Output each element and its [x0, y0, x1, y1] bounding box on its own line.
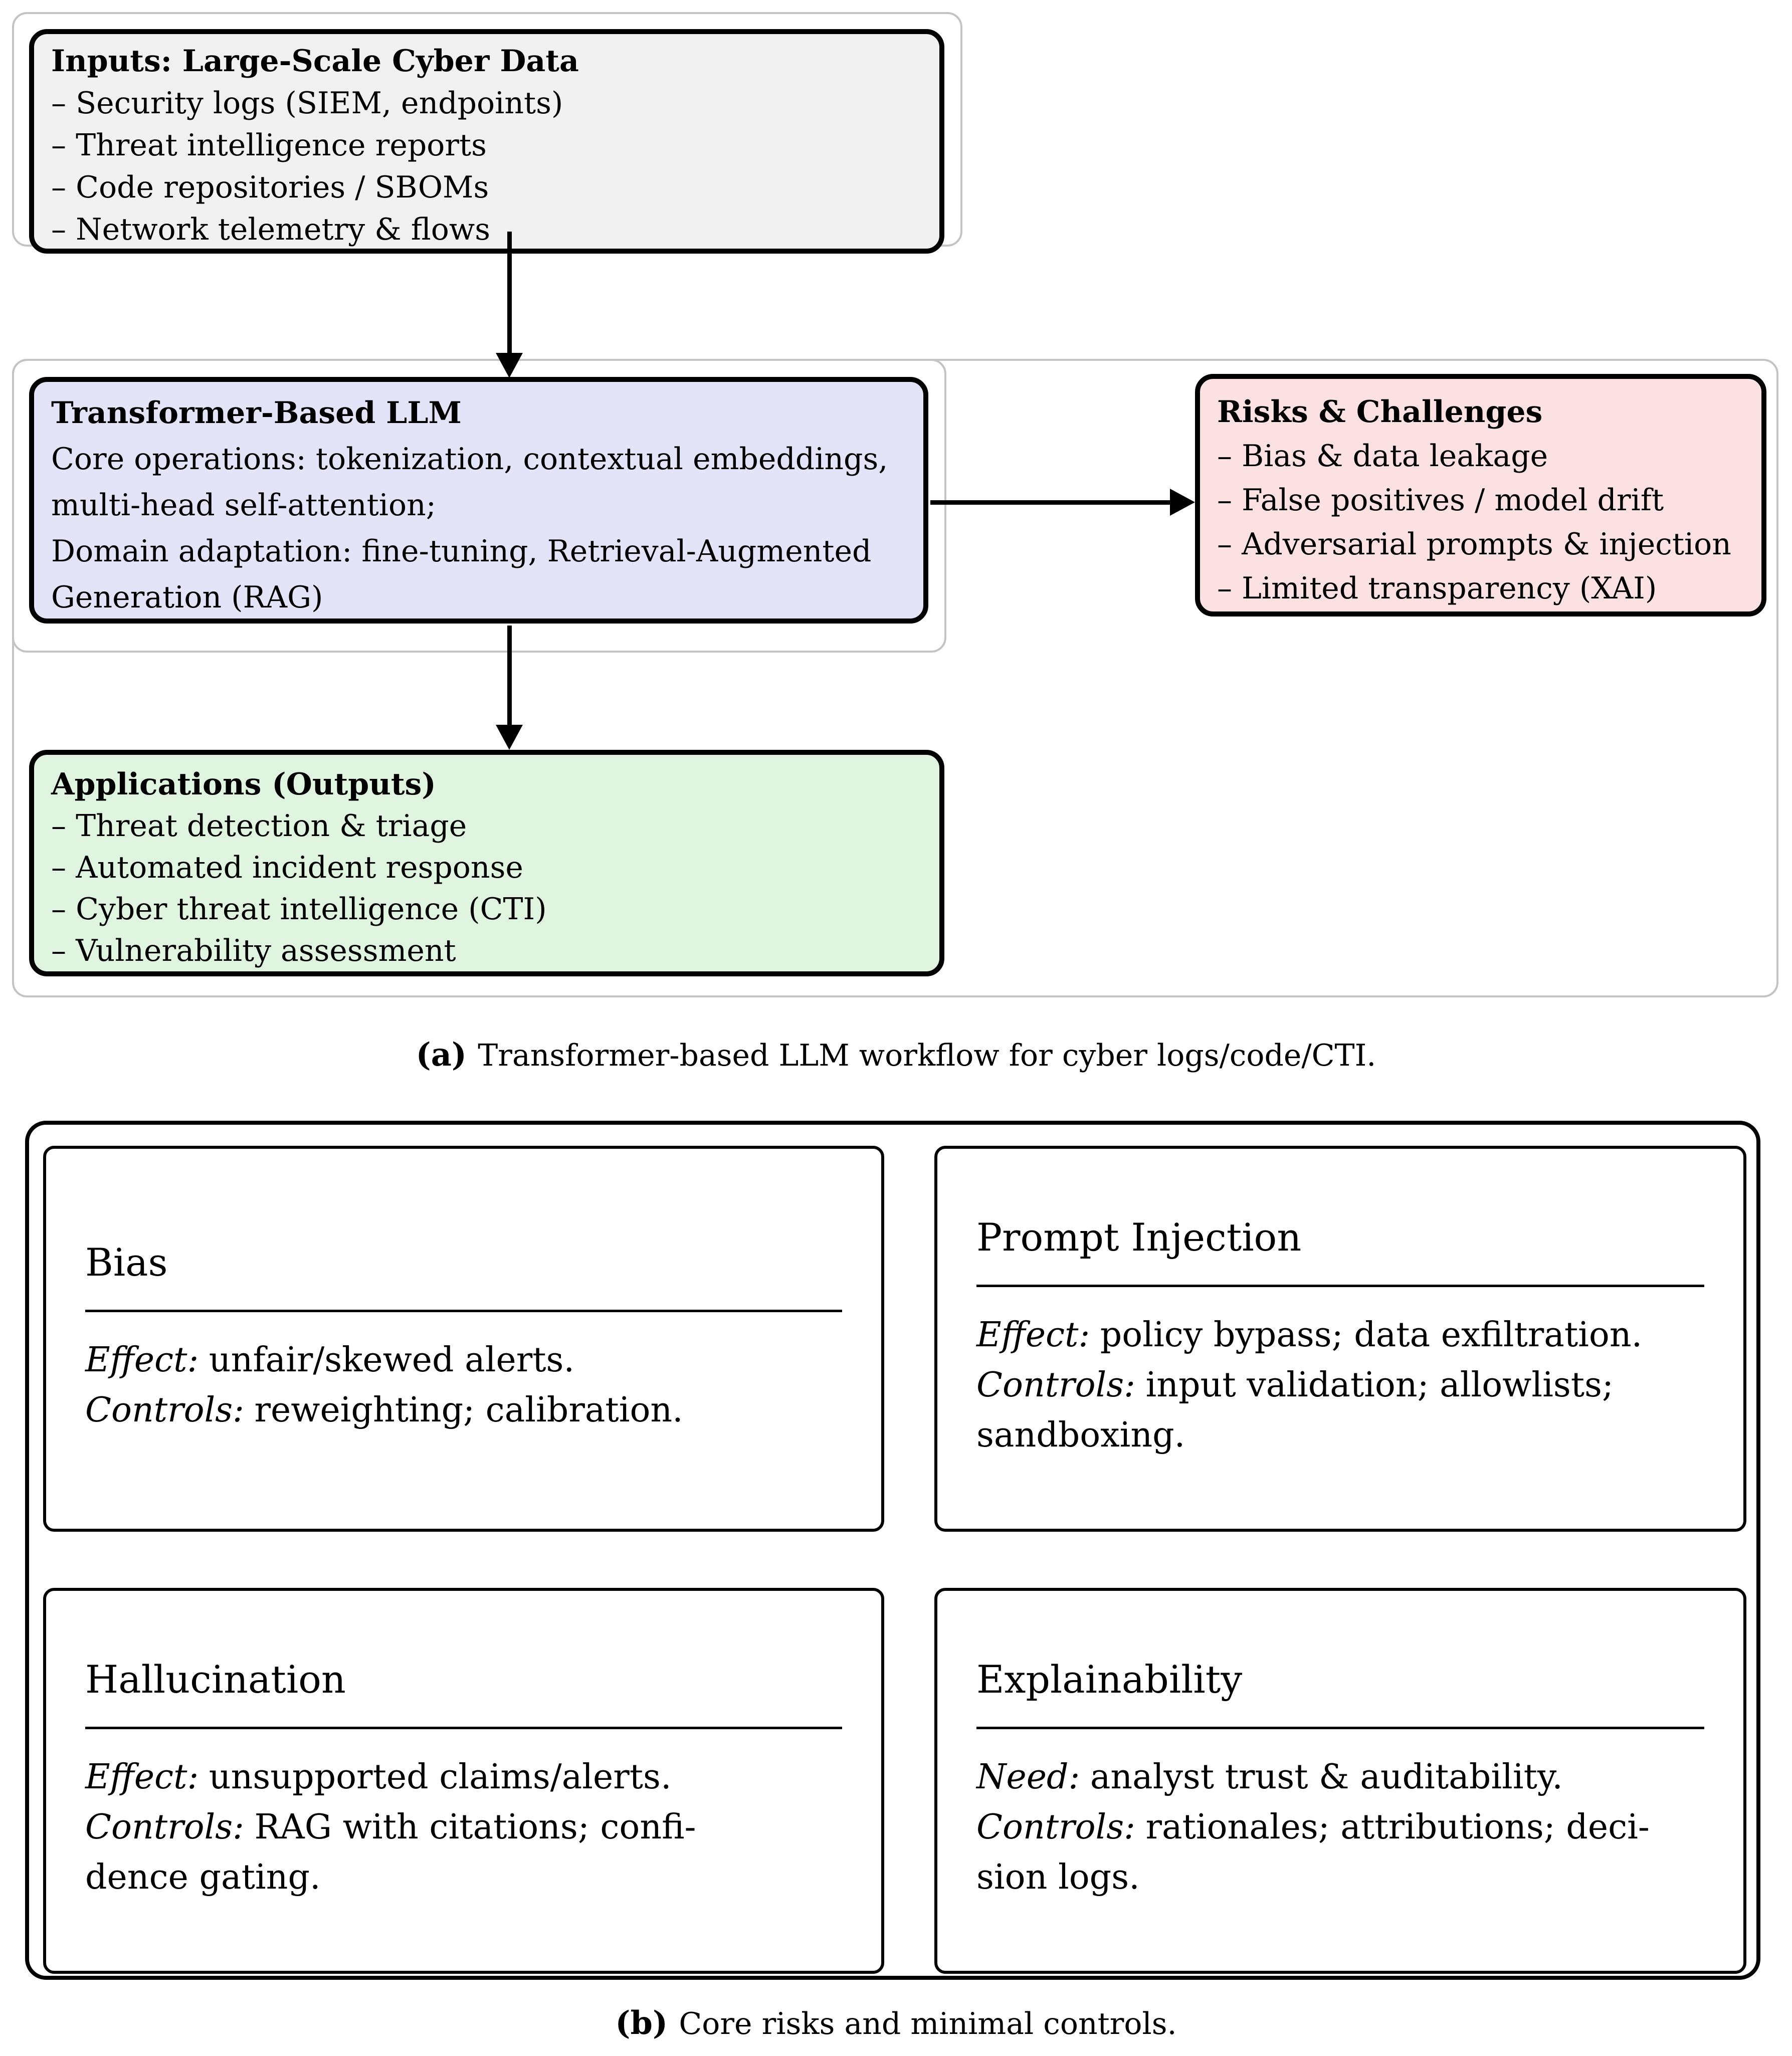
- arrow-right-icon: [1170, 489, 1195, 516]
- list-item: – Automated incident response: [51, 850, 523, 885]
- controls-text-continued: sandboxing.: [976, 1415, 1185, 1455]
- llm-box-line: Generation (RAG): [51, 580, 323, 615]
- hallucination-card-title: Hallucination: [85, 1657, 346, 1702]
- applications-box-title: Applications (Outputs): [51, 767, 436, 802]
- card-line: [85, 1335, 842, 1385]
- risks-box-title: Risks & Challenges: [1217, 394, 1543, 430]
- controls-text-continued: sion logs.: [976, 1857, 1140, 1897]
- bias-card-title: Bias: [85, 1240, 168, 1285]
- effect-text: policy bypass; data exfiltration.: [1100, 1315, 1643, 1355]
- divider: [85, 1727, 842, 1729]
- controls-text: input validation; allowlists;: [1145, 1365, 1614, 1405]
- controls-text: RAG with citations; confi-: [254, 1807, 696, 1847]
- card-line: [85, 1385, 842, 1435]
- list-item: – Bias & data leakage: [1217, 439, 1548, 474]
- explainability-card: [934, 1588, 1746, 1974]
- caption-a-label: (a): [416, 1036, 467, 1073]
- llm-box-line: Core operations: tokenization, contextual embeddings,: [51, 442, 888, 477]
- arrow-shaft: [930, 500, 1172, 505]
- arrow-shaft: [507, 626, 512, 727]
- list-item: – Cyber threat intelligence (CTI): [51, 892, 547, 927]
- list-item: – Threat detection & triage: [51, 808, 467, 844]
- card-line: [976, 1410, 1704, 1461]
- llm-box: [29, 377, 928, 624]
- applications-box: [29, 750, 944, 976]
- list-item: – Network telemetry & flows: [51, 212, 491, 247]
- caption-a-text: Transformer-based LLM workflow for cyber logs/code/CTI.: [478, 1038, 1376, 1073]
- list-item: – Limited transparency (XAI): [1217, 571, 1657, 606]
- effect-label: Effect:: [85, 1340, 199, 1380]
- list-item: – Code repositories / SBOMs: [51, 170, 489, 205]
- list-item: – Adversarial prompts & injection: [1217, 527, 1731, 562]
- effect-label: Effect:: [85, 1757, 199, 1797]
- caption-b-text: Core risks and minimal controls.: [679, 2006, 1177, 2041]
- explainability-card-title: Explainability: [976, 1657, 1243, 1702]
- effect-text: unfair/skewed alerts.: [209, 1340, 575, 1380]
- effect-text: unsupported claims/alerts.: [209, 1757, 672, 1797]
- inputs-box-title: Inputs: Large-Scale Cyber Data: [51, 44, 579, 79]
- need-label: Need:: [976, 1757, 1080, 1797]
- card-line: [85, 1853, 842, 1903]
- card-line: [976, 1802, 1704, 1853]
- controls-label: Controls:: [976, 1365, 1136, 1405]
- card-line: [976, 1752, 1704, 1802]
- hallucination-card: [43, 1588, 884, 1974]
- arrow-down-icon: [496, 353, 523, 378]
- card-line: [85, 1802, 842, 1853]
- controls-label: Controls:: [85, 1390, 245, 1430]
- prompt-injection-card-title: Prompt Injection: [976, 1214, 1302, 1260]
- caption-b-label: (b): [615, 2004, 668, 2041]
- llm-box-line: Domain adaptation: fine-tuning, Retrieval-Augmented: [51, 534, 872, 569]
- card-line: [976, 1310, 1704, 1360]
- need-text: analyst trust & auditability.: [1090, 1757, 1563, 1797]
- controls-text: rationales; attributions; deci-: [1145, 1807, 1650, 1847]
- list-item: – Vulnerability assessment: [51, 933, 456, 968]
- caption-a: [0, 1036, 1792, 1073]
- arrow-shaft: [507, 232, 512, 357]
- llm-box-line: multi-head self-attention;: [51, 488, 436, 523]
- prompt-injection-card: [934, 1146, 1746, 1532]
- risks-box: [1195, 374, 1766, 616]
- bias-card: [43, 1146, 884, 1532]
- divider: [976, 1285, 1704, 1287]
- controls-text-continued: dence gating.: [85, 1857, 321, 1897]
- divider: [85, 1310, 842, 1312]
- controls-text: reweighting; calibration.: [254, 1390, 683, 1430]
- list-item: – Security logs (SIEM, endpoints): [51, 86, 563, 121]
- list-item: – Threat intelligence reports: [51, 128, 487, 163]
- controls-label: Controls:: [85, 1807, 245, 1847]
- llm-box-title: Transformer-Based LLM: [51, 395, 462, 431]
- card-line: [976, 1853, 1704, 1903]
- arrow-down-icon: [496, 725, 523, 750]
- list-item: – False positives / model drift: [1217, 483, 1664, 518]
- inputs-box: [29, 29, 944, 254]
- caption-b: [0, 2004, 1792, 2041]
- card-line: [85, 1752, 842, 1802]
- controls-label: Controls:: [976, 1807, 1136, 1847]
- effect-label: Effect:: [976, 1315, 1090, 1355]
- divider: [976, 1727, 1704, 1729]
- card-line: [976, 1360, 1704, 1410]
